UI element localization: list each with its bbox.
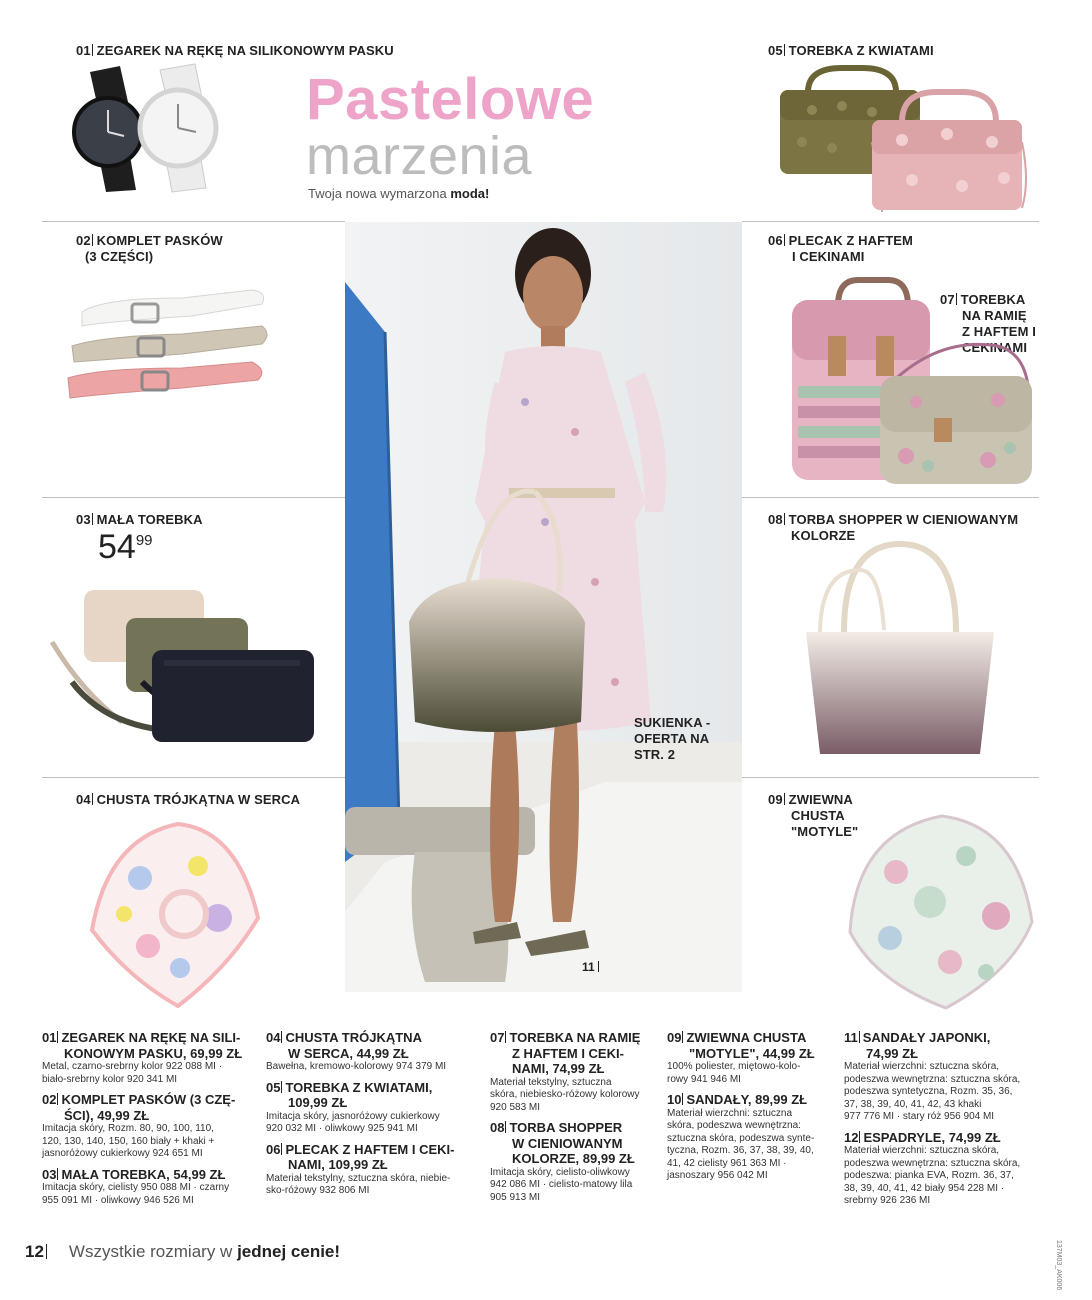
product-number: 05 [768,43,783,58]
detail-10 [667,1092,837,1183]
detail-title: ZEGAREK NA RĘKĘ NA SILI- [61,1030,241,1045]
headline-subtitle: marzenia [306,126,533,186]
product-name-line3: Z HAFTEM I [962,324,1036,339]
detail-text: sko-różowy 932 806 MI [266,1185,370,1196]
tagline-bold: moda! [450,186,490,201]
product-label-02 [76,233,223,265]
detail-number: 07 [490,1030,505,1045]
detail-text: skóra, podeszwa wewnętrzna: [667,1120,801,1131]
product-name-line2: NA RAMIĘ [962,308,1027,323]
headline-title: Pastelowe [306,67,595,132]
detail-number: 12 [844,1129,859,1145]
detail-number: 10 [667,1092,682,1107]
product-name-line3: "MOTYLE" [791,824,859,839]
detail-text: srebrny 926 236 MI [844,1195,931,1206]
product-number: 03 [76,512,91,527]
detail-text: 942 086 MI · cielisto-matowy lila [490,1179,633,1190]
photo-page-ref [582,960,599,974]
product-name: ZEGAREK NA RĘKĘ NA SILIKONOWYM PASKU [96,43,394,58]
details-column-2 [266,1030,481,1204]
product-label-01 [76,43,394,59]
detail-title: KOMPLET PASKÓW (3 CZĘ- [61,1092,236,1107]
product-name: ZWIEWNA [788,792,853,807]
product-name-line2: I CEKINAMI [792,249,865,264]
detail-09 [667,1030,837,1086]
belts-image [62,282,272,416]
dress-note-line2: OFERTA NA [634,731,710,746]
detail-text: jasnoszary 956 042 MI [667,1170,768,1181]
product-name: TORBA SHOPPER W CIENIOWANYM [788,512,1019,527]
detail-text: podeszwa: pianka EVA, Rozm. 36, 37, [844,1170,1014,1181]
details-column-4 [667,1030,837,1189]
detail-text: rowy 941 946 MI [667,1073,741,1085]
product-name: TOREBKA [960,292,1026,307]
divider-mid-left [42,497,345,498]
detail-text: Metal, czarno-srebrny kolor 922 088 MI · [42,1061,223,1072]
detail-number: 06 [266,1141,281,1157]
product-name-line2: KOLORZE [791,528,856,543]
backpack-image [788,276,1040,488]
product-label-04 [76,792,300,808]
product-number: 06 [768,233,783,248]
detail-text: Imitacja skóry, cielisty 950 088 MI · czarny [42,1182,230,1193]
detail-number: 11 [844,1030,858,1045]
detail-title-line2: W SERCA, 44,99 ZŁ [288,1045,409,1061]
footer-bold-text: jednej cenie! [237,1242,341,1261]
detail-number: 03 [42,1166,57,1182]
details-column-1 [42,1030,257,1213]
detail-text: Imitacja skóry, cielisto-oliwkowy [490,1166,630,1178]
detail-number: 05 [266,1079,281,1095]
model-photo-illustration [345,222,742,992]
product-name: PLECAK Z HAFTEM [788,233,913,248]
detail-title-line2: 74,99 ZŁ [866,1045,919,1061]
detail-text: 100% poliester, miętowo-kolo- [667,1061,801,1072]
divider-low-right [742,777,1039,778]
detail-05 [266,1080,481,1136]
detail-text: 905 913 MI [490,1191,541,1203]
product-label-03 [76,512,203,528]
shopper-bag-image [800,540,1000,760]
detail-title-line2: "MOTYLE", 44,99 ZŁ [689,1045,815,1061]
detail-title: TORBA SHOPPER [509,1120,623,1135]
detail-text: 920 583 MI [490,1101,541,1113]
detail-11 [844,1030,1044,1124]
detail-title-line2: W CIENIOWANYM [512,1135,623,1151]
heart-scarf-image [88,818,264,1010]
price-cents: 99 [135,532,153,549]
detail-title-line2: NAMI, 109,99 ZŁ [288,1157,388,1172]
detail-01 [42,1030,257,1086]
detail-title: PLECAK Z HAFTEM I CEKI- [285,1141,455,1157]
detail-title: ESPADRYLE, 74,99 ZŁ [863,1129,1001,1145]
detail-text: Imitacja skóry, Rozm. 80, 90, 100, 110, [42,1123,214,1134]
product-number: 09 [768,792,783,807]
detail-text: 920 032 MI · oliwkowy 925 941 MI [266,1123,418,1134]
detail-text: skóra, niebiesko-różowy kolorowy [490,1089,640,1100]
detail-title-line3: NAMI, 74,99 ZŁ [512,1061,605,1076]
product-number: 01 [76,43,91,58]
divider-mid-right [742,497,1039,498]
page-footer [25,1242,340,1262]
headline-tagline [308,186,489,201]
watches-image [70,62,230,194]
detail-text: Imitacja skóry, jasnoróżowy cukierkowy [266,1110,440,1122]
divider-top-right [742,221,1039,222]
catalog-code: 137M03_AK006 [1055,1240,1062,1291]
detail-number: 09 [667,1030,682,1045]
details-column-5 [844,1030,1044,1214]
detail-text: podeszwa wewnętrzna: sztuczna skóra, [844,1157,1021,1169]
detail-number: 08 [490,1120,505,1135]
product-name: TOREBKA Z KWIATAMI [788,43,934,58]
detail-text: biało-srebrny kolor 920 341 MI [42,1073,178,1085]
detail-text: Bawełna, kremowo-kolorowy 974 379 MI [266,1061,447,1072]
butterfly-scarf-image [846,812,1036,1012]
divider-low-left [42,777,345,778]
detail-03 [42,1167,257,1208]
detail-text: Materiał wierzchni: sztuczna [667,1107,793,1119]
photo-page-number: 11 [582,960,595,974]
detail-title-line3: KOLORZE, 89,99 ZŁ [512,1151,635,1166]
price-main: 54 [98,528,136,566]
detail-title: SANDAŁY, 89,99 ZŁ [686,1092,808,1107]
detail-07 [490,1030,660,1114]
product-label-06 [768,233,913,265]
price-03 [98,530,153,564]
detail-04 [266,1030,481,1074]
product-name-line4: CEKINAMI [962,340,1028,355]
detail-02 [42,1092,257,1161]
detail-number: 02 [42,1092,57,1107]
detail-title-line2: ŚCI), 49,99 ZŁ [64,1107,150,1123]
divider-top-left [42,221,345,222]
detail-title: MAŁA TOREBKA, 54,99 ZŁ [61,1166,226,1182]
detail-title: SANDAŁY JAPONKI, [862,1030,991,1045]
product-name-line2: CHUSTA [791,808,845,823]
product-label-09 [768,792,858,840]
flower-bags-image [772,62,1034,214]
detail-text: 41, 42 cielisty 961 363 MI · [667,1157,787,1169]
detail-title: TOREBKA Z KWIATAMI, [285,1079,433,1095]
footer-text: Wszystkie rozmiary w [68,1242,233,1261]
product-name: CHUSTA TRÓJKĄTNA W SERCA [96,792,301,807]
product-name: MAŁA TOREBKA [96,512,203,527]
model-photo [345,222,742,992]
product-name-line2: (3 CZĘŚCI) [85,249,154,264]
tagline-text: Twoja nowa wymarzona [308,186,447,201]
detail-text: Materiał tekstylny, sztuczna skóra, niebie- [266,1172,451,1184]
detail-text: Materiał tekstylny, sztuczna [490,1076,612,1088]
detail-text: Materiał wierzchni: sztuczna skóra, [844,1145,1000,1156]
detail-text: tyczna, Rozm. 36, 37, 38, 39, 40, [667,1145,814,1156]
product-number: 07 [940,292,955,307]
detail-text: 37, 38, 39, 40, 41, 42, 43 khaki [844,1098,982,1110]
detail-06 [266,1142,481,1198]
detail-title: ZWIEWNA CHUSTA [686,1030,807,1045]
detail-number: 04 [266,1030,281,1045]
page-number: 12 [25,1242,44,1261]
dress-note-line3: STR. 2 [634,747,676,762]
product-name: KOMPLET PASKÓW [96,233,223,248]
detail-text: 955 091 MI · oliwkowy 946 526 MI [42,1194,194,1206]
detail-number: 01 [42,1030,57,1045]
detail-text: Materiał wierzchni: sztuczna skóra, [844,1061,1000,1072]
product-number: 04 [76,792,91,807]
detail-title: CHUSTA TRÓJKĄTNA [285,1030,422,1045]
small-bags-image [42,582,324,744]
dress-note [634,715,710,763]
detail-text: 120, 130, 140, 150, 160 biały + khaki + [42,1135,215,1147]
detail-text: 977 776 MI · stary róż 956 904 MI [844,1111,995,1122]
product-number: 08 [768,512,783,527]
detail-title-line2: KONOWYM PASKU, 69,99 ZŁ [64,1045,243,1061]
detail-text: sztuczna skóra, podeszwa synte- [667,1132,815,1144]
dress-note-line1: SUKIENKA - [634,715,711,730]
detail-title: TOREBKA NA RAMIĘ [509,1030,641,1045]
detail-title-line2: 109,99 ZŁ [288,1095,348,1110]
detail-text: jasnoróżowy cukierkowy 924 651 MI [42,1148,203,1159]
detail-text: 38, 39, 40, 41, 42 biały 954 228 MI · [844,1182,1005,1194]
details-column-3 [490,1030,660,1210]
detail-text: podeszwa syntetyczna, Rozm. 35, 36, [844,1086,1013,1097]
detail-12 [844,1130,1044,1208]
detail-text: podeszwa wewnętrzna: sztuczna skóra, [844,1073,1021,1085]
product-number: 02 [76,233,91,248]
detail-title-line2: Z HAFTEM I CEKI- [512,1045,624,1061]
detail-08 [490,1120,660,1204]
product-label-05 [768,43,934,59]
